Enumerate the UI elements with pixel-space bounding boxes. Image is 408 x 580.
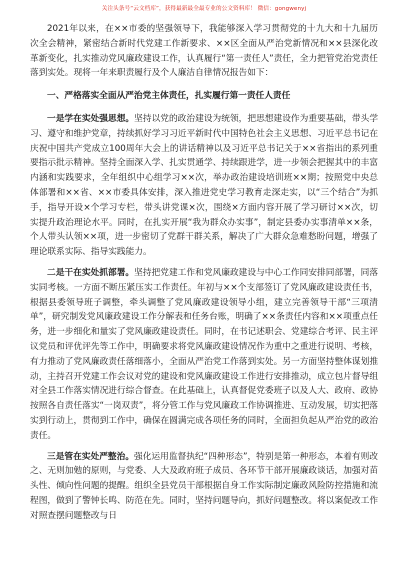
paragraph-lead: 二是干在实处抓部署。 (47, 267, 135, 278)
paragraph-deploy (30, 266, 378, 444)
paragraph-text: 坚持以党的政治建设为统领，把思想建设作为重要基础，带头学习、遵守和维护党章，持续抓好学习习近平新时代中国特色社会主义思想、习近平总书记在庆祝中国共产党成立100周年大会上的讲话精神以及习近平总书记关于××省指出的系列重要指示批示精神。坚持全面深入学、扎实贯通学、持续跟进学，进一步领会把握其中的丰富内涵和实践要求，全年组织中心组学习××次，举办政治建设培训班××期；按照党中央总体部署和××省、××市委具体安排，深入推进党史学习教育走深走实，以“三个结合”为抓手，指导开设×个学习专栏，带头讲党课×次，围绕×方面内容开展了学习研讨××次，切实提升政治理论水平。同时，在扎实开展“我为群众办实事”，制定县委办实事清单××条，个人带头认领××项，进一步密切了党群干群关系，解决了广大群众急难愁盼问题，增强了理论联系实际、指导实践能力。 (30, 113, 379, 258)
paragraph-text: 强化运用监督执纪“四种形态”，特别是第一种形态，本着有则改之、无则加勉的原则，与党委、人大及政府班子成员、各环节干部开展廉政谈话，加强对苗头性、倾向性问题的提醒。组织全县党员干部根据自身工作实际制定廉政风险防控措施和流程图，做到了警钟长鸣、防范在先。同时，坚持问题导向，抓好问题整改。将以案促改工作对照查摆问题整改与日 (30, 451, 378, 521)
paragraph-rectify (30, 450, 378, 524)
paragraph-text: 坚持把党建工作和党风廉政建设与中心工作同安排同部署，同落实同考核。一方面不断压紧压实工作责任。年初与××个支部签订了党风廉政建设责任书，根据县委领导班子调整，牵头调整了党风廉政建设领导小组，建立完善领导干部“三项清单”，研究制发党风廉政建设工作分解表和任务台账，明确了××条责任内容和××项重点任务，进一步细化和量实了党风廉政建设责任。同时，在书记述职会、党建综合考评、民主评议党员和评优评先等工作中，明确要求将党风廉政建设情况作为重中之重进行说明、考核，有力推动了党风廉政责任落细落小，全面从严治党工作落到实处。另一方面坚持整体谋划推动，主持召开党建工作会议对党的建设和党风廉政建设工作进行安排推动，成立包片督导组对全县工作落实情况进行综合督查。在此基础上，认真督促党委班子以及人大、政府、政协按照各自责任落实“一岗双责”，将分管工作与党风廉政工作协调推进、互动发展，切实把落实到行动上，贯彻到工作中，确保在圆满完成各项任务的同时，全面担负起从严治党的政治责任。 (30, 267, 379, 441)
intro-paragraph: 2021年以来，在××市委的坚强领导下，我能够深入学习贯彻党的十九大和十九届历次全会精神，紧密结合新时代党建工作新要求、××区全面从严治党新情况和××县深化改革新变化，扎实推动党风廉政建设工作，认真履行“第一责任人”责任，全力把管党治党责任落到实处。现将一年来职责履行及个人廉洁自律情况报告如下： (30, 24, 378, 79)
document-body (30, 22, 378, 524)
spacer (30, 81, 378, 87)
top-banner: 关注头条号“云文档库”，获得最新最全最专业的公文资料库！ 微信：gongwenyj (101, 6, 307, 12)
section-heading: 一、严格落实全面从严治党主体责任，扎实履行第一责任人责任 (47, 91, 291, 102)
paragraph-study (30, 112, 378, 260)
paragraph-lead: 一是学在实处强思想。 (47, 113, 135, 124)
paragraph-lead: 三是管在实处严整治。 (47, 451, 135, 462)
